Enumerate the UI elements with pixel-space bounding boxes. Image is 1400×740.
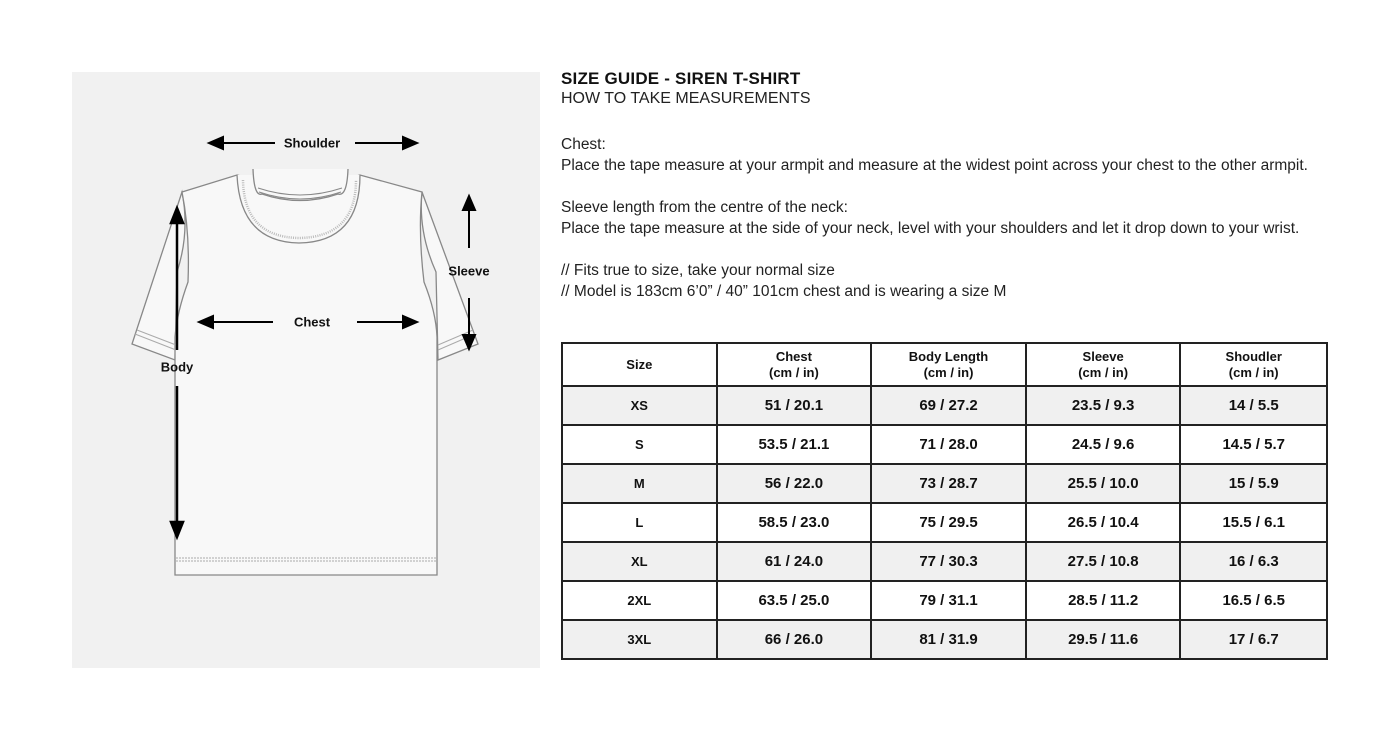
header-label: Sleeve: [1082, 348, 1124, 364]
sleeve-heading: Sleeve length from the centre of the neck:: [561, 199, 848, 216]
size-cell: S: [562, 425, 717, 464]
body-length-cell: 75 / 29.5: [871, 503, 1026, 542]
table-row: [562, 620, 1327, 659]
table-row: [562, 542, 1327, 581]
body-length-cell: 69 / 27.2: [871, 386, 1026, 425]
header-chest: [717, 343, 872, 386]
chest-cell: 58.5 / 23.0: [717, 503, 872, 542]
size-cell: L: [562, 503, 717, 542]
body-label: Body: [160, 359, 194, 375]
guide-content: [561, 68, 1341, 302]
size-cell: XS: [562, 386, 717, 425]
body-length-cell: 77 / 30.3: [871, 542, 1026, 581]
chest-heading: Chest:: [561, 136, 606, 153]
body-length-cell: 79 / 31.1: [871, 581, 1026, 620]
sleeve-cell: 29.5 / 11.6: [1026, 620, 1181, 659]
sleeve-cell: 27.5 / 10.8: [1026, 542, 1181, 581]
chest-text: Place the tape measure at your armpit and measure at the widest point across your chest to the other armpit.: [561, 157, 1308, 174]
header-label: Body Length: [908, 348, 989, 364]
shoulder-cell: 14 / 5.5: [1180, 386, 1327, 425]
tshirt-diagram: [72, 72, 540, 668]
table-row: [562, 425, 1327, 464]
header-sleeve: [1026, 343, 1181, 386]
table-row: [562, 464, 1327, 503]
page-subtitle: HOW TO TAKE MEASUREMENTS: [561, 90, 811, 107]
sleeve-cell: 28.5 / 11.2: [1026, 581, 1181, 620]
header-unit: (cm / in): [768, 364, 819, 380]
size-table: [561, 342, 1328, 660]
shoulder-cell: 16.5 / 6.5: [1180, 581, 1327, 620]
size-cell: 2XL: [562, 581, 717, 620]
table-row: [562, 581, 1327, 620]
chest-label: Chest: [293, 314, 331, 330]
header-label: Chest: [775, 348, 812, 364]
header-unit: (cm / in): [1228, 364, 1279, 380]
illustration-panel: [72, 72, 540, 668]
chest-cell: 63.5 / 25.0: [717, 581, 872, 620]
table-header-row: [562, 343, 1327, 386]
arrow-right-head: [403, 137, 417, 149]
chest-cell: 53.5 / 21.1: [717, 425, 872, 464]
table-row: [562, 386, 1327, 425]
table-row: [562, 503, 1327, 542]
size-cell: M: [562, 464, 717, 503]
shoulder-cell: 16 / 6.3: [1180, 542, 1327, 581]
shoulder-cell: 15.5 / 6.1: [1180, 503, 1327, 542]
page-title: SIZE GUIDE - SIREN T-SHIRT: [561, 69, 801, 88]
model-note: // Model is 183cm 6’0” / 40” 101cm chest and is wearing a size M: [561, 283, 1007, 300]
body-length-cell: 81 / 31.9: [871, 620, 1026, 659]
chest-cell: 56 / 22.0: [717, 464, 872, 503]
sleeve-cell: 26.5 / 10.4: [1026, 503, 1181, 542]
shoulder-cell: 14.5 / 5.7: [1180, 425, 1327, 464]
sleeve-cell: 25.5 / 10.0: [1026, 464, 1181, 503]
chest-cell: 66 / 26.0: [717, 620, 872, 659]
sleeve-cell: 23.5 / 9.3: [1026, 386, 1181, 425]
chest-cell: 51 / 20.1: [717, 386, 872, 425]
header-shoulder: [1180, 343, 1327, 386]
size-cell: 3XL: [562, 620, 717, 659]
body-length-cell: 73 / 28.7: [871, 464, 1026, 503]
sleeve-cell: 24.5 / 9.6: [1026, 425, 1181, 464]
sleeve-text: Place the tape measure at the side of your neck, level with your shoulders and let it drop down to your wrist.: [561, 220, 1300, 237]
fit-note: // Fits true to size, take your normal size: [561, 262, 835, 279]
shoulder-cell: 15 / 5.9: [1180, 464, 1327, 503]
body-length-cell: 71 / 28.0: [871, 425, 1026, 464]
header-unit: (cm / in): [1078, 364, 1129, 380]
shoulder-cell: 17 / 6.7: [1180, 620, 1327, 659]
header-size: [562, 343, 717, 386]
chest-cell: 61 / 24.0: [717, 542, 872, 581]
header-label: Shoudler: [1225, 348, 1282, 364]
measurement-instructions: [561, 134, 1341, 302]
header-unit: (cm / in): [923, 364, 974, 380]
sleeve-label: Sleeve: [448, 263, 490, 279]
header-label: Size: [626, 356, 653, 372]
size-cell: XL: [562, 542, 717, 581]
shoulder-label: Shoulder: [283, 135, 341, 151]
arrow-left-head: [209, 137, 223, 149]
header-body-length: [871, 343, 1026, 386]
